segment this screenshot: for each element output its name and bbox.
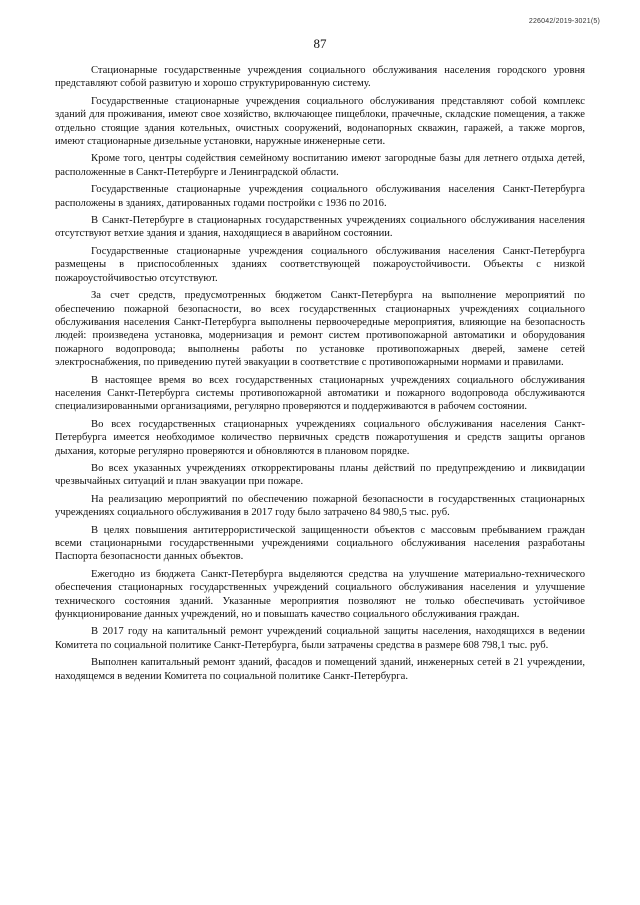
paragraph: В Санкт-Петербурге в стационарных государственных учреждениях социального обслуживания населения отсутствуют ветхие здания и здания, находящиеся в аварийном состоянии. [55,215,585,240]
paragraph: Государственные стационарные учреждения социального обслуживания представляют собой комплекс зданий для проживания, имеют свое хозяйство, включающее пищеблоки, прачечные, складские помещения, а также отдельно стоящие здания котельных, очистных сооружений, водонапорных скважин, гаражей, а также моргов, имеют стационарные дизельные установки, наружные инженерные сети. [55,95,585,148]
paragraph: Во всех указанных учреждениях откорректированы планы действий по предупреждению и ликвидации чрезвычайных ситуаций и план эвакуации при пожаре. [55,462,585,488]
document-body [55,64,585,687]
paragraph: Во всех государственных стационарных учреждениях социального обслуживания населения Санкт-Петербурга имеется необходимое количество первичных средств пожаротушения и средств защиты органов дыхания, которые регулярно проверяются и обновляются в плановом порядке. [55,418,585,457]
paragraph: В целях повышения антитеррористической защищенности объектов с массовым пребыванием граждан всеми стационарными государственными учреждениями социального обслуживания населения разработаны Паспорта безопасности данных объектов. [55,524,585,563]
paragraph: Кроме того, центры содействия семейному воспитанию имеют загородные базы для летнего отдыха детей, расположенные в Санкт-Петербурге и Ленинградской области. [55,153,585,178]
paragraph: Выполнен капитальный ремонт зданий, фасадов и помещений зданий, инженерных сетей в 21 учреждении, находящемся в ведении Комитета по социальной политике Санкт-Петербурга. [55,657,585,682]
paragraph: Стационарные государственные учреждения социального обслуживания населения городского уровня представляют собой развитую и хорошо структурированную систему. [55,65,585,90]
document-registration-number: 226042/2019-3021(5) [528,18,600,25]
paragraph: Государственные стационарные учреждения социального обслуживания населения Санкт-Петербурга расположены в зданиях, датированных годами постройки с 1936 по 2016. [55,184,585,209]
page-number: 87 [313,36,327,51]
paragraph: На реализацию мероприятий по обеспечению пожарной безопасности в государственных стационарных учреждениях социального обслуживания в 2017 году было затрачено 84 980,5 тыс. руб. [55,493,585,519]
paragraph: В 2017 году на капитальный ремонт учреждений социальной защиты населения, находящихся в ведении Комитета по социальной политике Санкт-Петербурга, были затрачены средства в размере 608 798,1 тыс. руб. [55,626,585,651]
paragraph: Государственные стационарные учреждения социального обслуживания населения Санкт-Петербурга размещены в приспособленных зданиях соответствующей пожароустойчивости. Объекты с низкой пожароустойчивостью отсутствуют. [55,245,585,284]
paragraph: В настоящее время во всех государственных стационарных учреждениях социального обслуживания населения Санкт-Петербурга системы противопожарной автоматики и пожарного водопровода обслуживаются специализированными организациями, регулярно проверяются и поддерживаются в рабочем состоянии. [55,374,585,413]
paragraph: За счет средств, предусмотренных бюджетом Санкт-Петербурга на выполнение мероприятий по обеспечению пожарной безопасности, во всех государственных стационарных учреждениях социального обслуживания населения Санкт-Петербурга выполнены первоочередные мероприятия, влияющие на безопасность людей: произведена установка, модернизация и ремонт систем противопожарной автоматики и оборудования пожарного водопровода; выполнены работы по установке противопожарных дверей, замене сетей электроснабжения, по приведению путей эвакуации в соответствие с противопожарными нормами и правилами. [55,290,585,369]
paragraph: Ежегодно из бюджета Санкт-Петербурга выделяются средства на улучшение материально-технического обеспечения стационарных государственных учреждений социального обслуживания населения и улучшение технического состояния зданий. Указанные мероприятия позволяют не только обеспечивать устойчивое функционирование данных учреждений, но и повышать качество социального обслуживания граждан. [55,568,585,621]
